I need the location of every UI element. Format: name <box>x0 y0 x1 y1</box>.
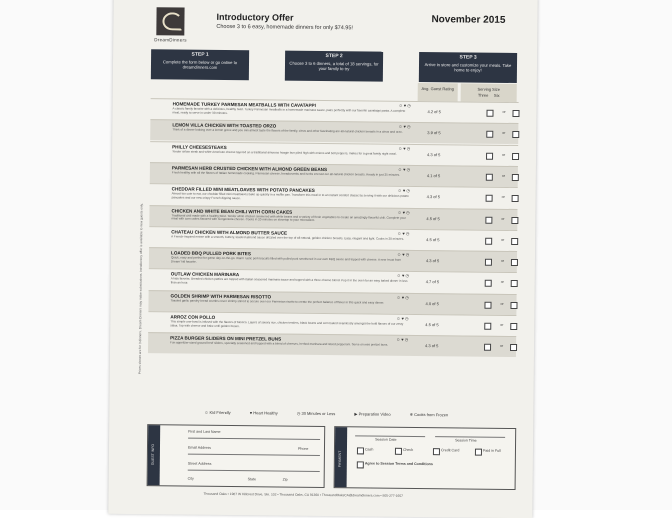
legend-30-minutes: ◷ 30 Minutes or Less <box>296 410 336 417</box>
or-label: or <box>500 258 505 263</box>
legend-cooks-frozen: ❄ Cooks from Frozen <box>409 411 449 418</box>
or-label: or <box>500 280 504 285</box>
menu-item-name: LOADED BBQ PULLED PORK BITES <box>170 250 251 257</box>
menu-item-rating: 4.0 of 5 <box>425 300 439 306</box>
step-2 <box>285 51 383 82</box>
three-label: Three <box>477 92 489 98</box>
or-label: or <box>501 195 505 200</box>
menu-item-rating: 4.3 of 5 <box>426 194 440 200</box>
payment-form <box>334 426 517 490</box>
menu-item-name: PARMESAN HERB CRUSTED CHICKEN WITH ALMOND GREEN BEANS <box>171 165 328 172</box>
menu-item-rating: 4.5 of 5 <box>426 215 440 221</box>
step-1-title: STEP 1 <box>191 51 209 58</box>
menu-item-icons: ☺ ♥ ◷ <box>397 209 410 215</box>
six-label: Six <box>493 92 500 98</box>
three-servings-checkbox[interactable] <box>485 259 492 266</box>
street-label: Street Address <box>187 461 212 466</box>
cash-label: Cash <box>364 447 374 452</box>
six-servings-checkbox[interactable] <box>512 195 519 202</box>
menu-item-name: LEMON VILLA CHICKEN WITH TOASTED ORZO <box>172 122 277 129</box>
month-label: November 2015 <box>431 14 506 26</box>
legend-prep-video: ▶ Preparation Video <box>354 411 391 417</box>
six-servings-checkbox[interactable] <box>512 153 519 160</box>
menu-item-name: GOLDEN SHRIMP WITH PARMESAN RISOTTO <box>170 293 272 300</box>
or-label: or <box>500 322 504 327</box>
menu-item-name: OUTLAW CHICKEN MARINARA <box>170 271 240 278</box>
session-date-label: Session Date <box>375 437 397 442</box>
three-servings-checkbox[interactable] <box>486 195 493 202</box>
menu-item-description: Fresh healthy with all the flavors of Italian homemade cooking. Parmesan cheese, breadcrumbs and herbs encrust our all-natural chicken breasts. Ready in just 25 minutes. <box>171 170 401 177</box>
menu-item-name: PIZZA BURGER SLIDERS ON MINI PRETZEL BUNS <box>170 335 282 342</box>
menu-item-rating: 4.3 of 5 <box>427 151 441 157</box>
or-label: or <box>501 237 505 242</box>
menu-flyer <box>108 0 537 518</box>
menu-item-icons: ☺ ♥ ◷ <box>397 187 410 194</box>
three-servings-checkbox[interactable] <box>484 344 491 351</box>
or-label: or <box>500 301 504 306</box>
offer-subtitle: Choose 3 to 6 easy, homemade dinners for only $74.95! <box>216 23 353 32</box>
three-servings-checkbox[interactable] <box>486 174 493 181</box>
or-label: or <box>501 173 505 178</box>
menu-item-description: Fun appetizer-sized ground beef sliders, specially seasoned and topped with a blend of cheeses, herbed marinara and sliced pepperoni. Serve on mini pretzel buns. <box>170 340 389 347</box>
offer-title: Introductory Offer <box>216 11 294 23</box>
rating-column-header: Avg. Guest Rating <box>418 83 458 101</box>
three-servings-checkbox[interactable] <box>484 301 491 308</box>
guest-info-label-bar: GUEST INFO <box>148 425 161 485</box>
serving-size-label: Serving Size <box>477 86 501 92</box>
or-label: or <box>502 152 506 157</box>
guest-info-form <box>147 424 326 488</box>
menu-item-name: HOMEMADE TURKEY PARMESAN MEATBALLS WITH CAVATAPPI <box>172 101 316 108</box>
three-servings-checkbox[interactable] <box>486 152 493 159</box>
menu-item-rating: 4.7 of 5 <box>425 279 440 285</box>
credit-card-label: Credit Card <box>440 448 460 453</box>
cash-checkbox[interactable] <box>357 447 364 454</box>
step-1-text: Complete the form below or go online to dreamdinners.com <box>162 59 238 70</box>
check-checkbox[interactable] <box>395 448 402 455</box>
or-label: or <box>501 216 505 221</box>
menu-item-rating: 4.1 of 5 <box>426 172 441 179</box>
menu-item-icons: ☺ ♥ ◷ <box>398 102 411 108</box>
menu-item-description: Tender sirloin steak and white American cheese layered on a traditional amoroso hoagie bun piled high with onions and bell peppers, makes for a great family night meal. <box>172 149 397 156</box>
six-servings-checkbox[interactable] <box>512 110 519 117</box>
serving-column-header <box>461 83 517 102</box>
step-1 <box>151 49 249 80</box>
step-2-text: Choose 3 to 6 dinners, a total of 18 servings, for your family to try <box>289 60 379 72</box>
menu-item-description: Traditional chili made with a healthy twist. Tender white chicken simmered with white beans and a variety of fresh vegetables to create an amazingly flavorful chili. Complete your meal with corn cakes flavored with Gorgonzola cheese. Cooks in 20 minutes on stovetop to your microwave. <box>171 212 407 223</box>
payment-label-bar: PAYMENT <box>335 427 348 487</box>
menu-item-name: ARROZ CON POLLO <box>170 314 216 320</box>
step-2-title: STEP 2 <box>325 53 343 60</box>
menu-item-description: This simple one-bowl is infused with the flavors of Mexico. Layers of savory rice, chicken tenders, black beans and corn baked seamlessly amongst the bold flavors of our zesty salsa. Top with cheese and bake until golden brown. <box>170 319 404 328</box>
paid-in-full-checkbox[interactable] <box>475 449 482 456</box>
first-last-field[interactable] <box>188 438 320 440</box>
menu-item-icons: ☺ ♥ ◷ <box>397 166 411 172</box>
menu-item-name: CHATEAU CHICKEN WITH ALMOND BUTTER SAUCE <box>171 229 288 236</box>
step-3-title: STEP 3 <box>459 54 477 61</box>
first-last-label: First and Last Name <box>188 429 221 434</box>
agree-terms-label: Agree to Session Terms and Conditions <box>364 461 433 467</box>
street-field[interactable] <box>188 470 320 472</box>
six-servings-checkbox[interactable] <box>511 280 518 287</box>
three-servings-checkbox[interactable] <box>484 323 491 330</box>
menu-item-name: CHEDDAR FILLED MINI MEATLOAVES WITH POTATO PANCAKES <box>171 186 315 194</box>
icon-legend <box>204 410 466 418</box>
or-label: or <box>502 109 506 114</box>
logo-text: DreamDinners <box>154 37 187 43</box>
menu-item-rating: 4.2 of 5 <box>427 109 441 115</box>
menu-item-icons: ☺ ♥ ◷ <box>396 273 409 279</box>
menu-item-rating: 4.3 of 5 <box>425 258 440 264</box>
legend-heart-healthy: ♥ Heart Healthy <box>249 410 278 416</box>
agree-terms-checkbox[interactable] <box>357 461 364 468</box>
zip-label: Zip <box>282 477 288 482</box>
menu-item-icons: ☺ ♥ ◷ <box>398 124 411 130</box>
legend-kid-friendly: ☺ Kid Friendly <box>204 409 231 416</box>
six-servings-checkbox[interactable] <box>511 238 518 245</box>
six-servings-checkbox[interactable] <box>512 174 519 181</box>
six-servings-checkbox[interactable] <box>510 323 517 330</box>
step-3-text: Arrive in store and customize your meals. Take home to enjoy! <box>424 62 512 73</box>
menu-item-rating: 4.3 of 5 <box>425 343 439 349</box>
email-label: Email Address <box>187 445 211 450</box>
six-servings-checkbox[interactable] <box>510 344 517 351</box>
state-label: State <box>247 477 257 482</box>
menu-item-row <box>148 332 516 357</box>
six-servings-checkbox[interactable] <box>512 131 519 138</box>
dream-dinners-logo <box>156 7 184 35</box>
menu-item-description: A classic family favorite with a delicious, healthy twist. Turkey Parmesan meatballs in a homemade marinara sauce, pairs perfectly with our favorite cavatappi pasta. A complete meal, ready to serve in under 30 minutes. <box>172 106 406 115</box>
three-servings-checkbox[interactable] <box>486 110 493 117</box>
menu-item-icons: ☺ ♥ ◷ <box>397 230 410 236</box>
menu-item-description: A kids favorite, Breaded chicken patties are topped with Italian seasoned marinara sauce and topped with a three cheese blend. Pop it in the oven for an easy baked dinner in less than an hour. <box>170 276 408 285</box>
footer-address: Thousand Oaks • 1987 W Hillcrest Drive, Ste. 102 • Thousand Oaks, CA 91360 • ThousandOaksCA@dreamdinners.com • 805-277-1657 <box>203 491 404 498</box>
menu-item-name: CHICKEN AND WHITE BEAN CHILI WITH CORN CAKES <box>171 207 293 215</box>
menu-item-description: Quick, easy and perfect for game day on-the-go. Warm rustic pork biscuits filled with pulled pork smothered in our own BBQ sauce and topped with cheese. A new 'must from Dream' kid favorite. <box>170 255 401 264</box>
menu-item-description: Almost too cute to eat, our cheddar filled mini meatloaves bake up quickly in a muffin pan. Transform this meal in to an instant comfort classic by serving it with our delicious potato pancakes and our new crispy French dipping sauce. <box>171 191 409 200</box>
or-label: or <box>500 344 504 349</box>
session-time-label: Session Time <box>455 438 477 443</box>
menu-item-rating: 3.9 of 5 <box>427 130 441 136</box>
city-label: City <box>187 476 194 481</box>
menu-item-icons: ☺ ♥ ◷ <box>396 315 409 321</box>
menu-item-description: A French-inspired entree with a smooth, buttery, toasted almond sauce drizzled over the top of all-natural, golden chicken breasts. Easy, elegant and light. Cooks in 20 minutes. <box>171 234 405 241</box>
three-servings-checkbox[interactable] <box>486 131 493 138</box>
six-servings-checkbox[interactable] <box>511 259 518 266</box>
menu-item-rating: 4.5 of 5 <box>425 322 439 328</box>
menu-item-rating: 4.5 of 5 <box>426 236 440 243</box>
menu-item-icons: ☺ ♥ ◷ <box>396 294 409 300</box>
six-servings-checkbox[interactable] <box>511 216 518 223</box>
menu-item-icons: ☺ ♥ ◷ <box>398 145 411 151</box>
three-servings-checkbox[interactable] <box>485 280 492 287</box>
menu-item-name: PHILLY CHEESESTEAKS <box>172 144 227 150</box>
step-3 <box>419 52 517 83</box>
side-note: Prices shown are for 3 dinners. Dream Dinners may make substitutions. Introductory offer is available to new guests only. <box>137 203 144 375</box>
email-field[interactable] <box>188 454 320 456</box>
phone-label: Phone <box>297 446 309 451</box>
three-servings-checkbox[interactable] <box>485 216 492 223</box>
menu-item-description: Think of a dinner looking over a lemon grove and you can almost taste the flavors of the family, citrus and other fascinating are all-natural chicken breasts in a citrus and orzo. <box>172 127 403 135</box>
three-servings-checkbox[interactable] <box>485 237 492 244</box>
check-label: Check <box>402 447 414 452</box>
six-servings-checkbox[interactable] <box>510 302 517 309</box>
or-label: or <box>502 131 506 136</box>
paid-in-full-label: Paid in Full <box>482 448 501 453</box>
menu-item-icons: ☺ ♥ ◷ <box>396 251 410 257</box>
menu-item-description: Toasted garlic parsley bread crumbs cover shrimp stirred to secure over our Parmesan risotto to create the perfect balance of flavor in this quick and easy dinner. <box>170 298 385 305</box>
menu-item-icons: ☺ ♥ ◷ <box>396 337 409 343</box>
credit-card-checkbox[interactable] <box>433 448 440 455</box>
